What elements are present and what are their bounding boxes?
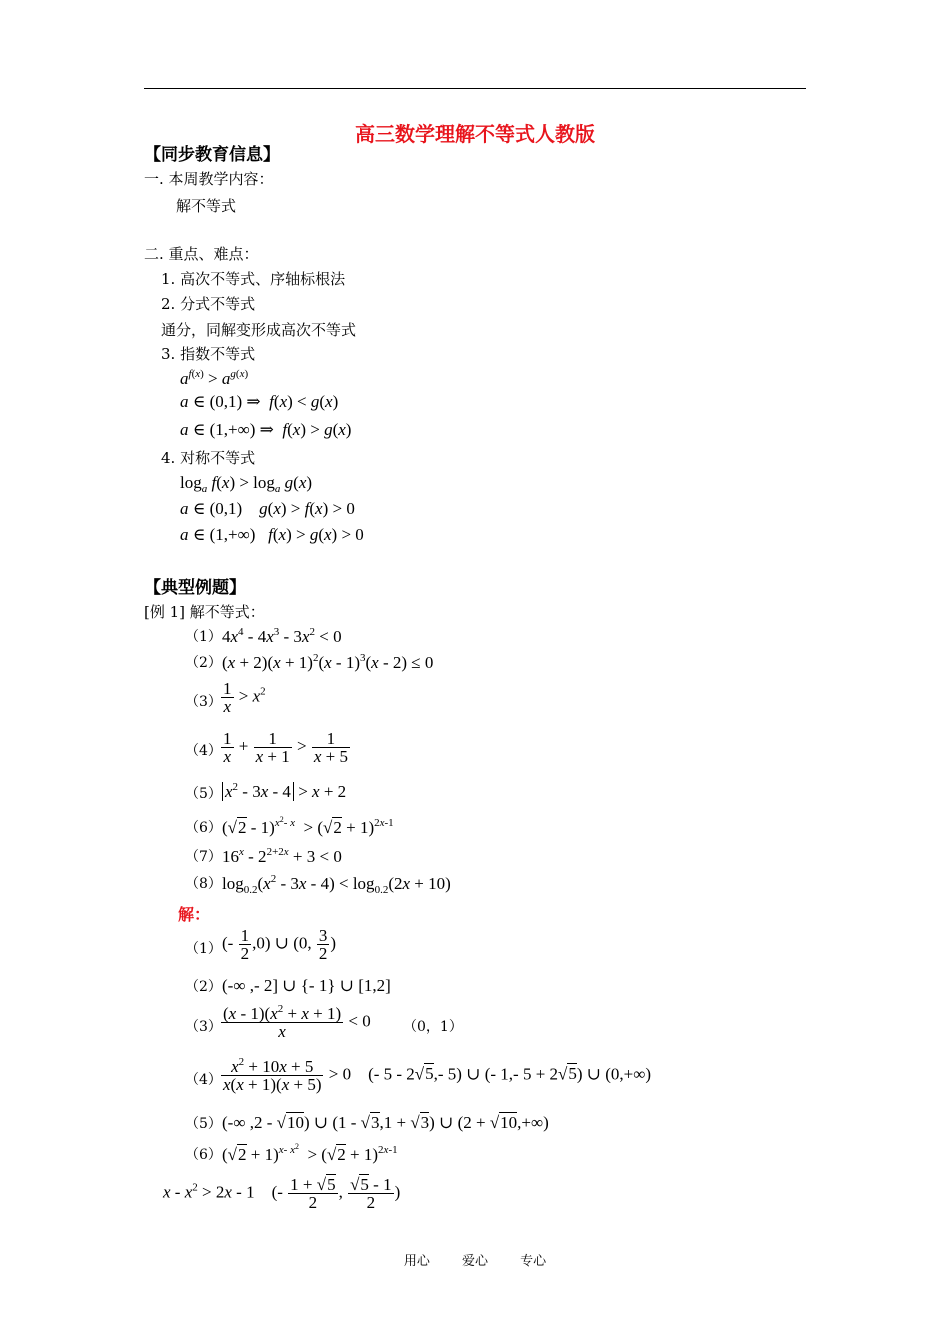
example-1-label: [例 1] 解不等式：	[144, 603, 265, 621]
keypoint-4: 4. 对称不等式	[161, 449, 256, 467]
problem-7-label: （7）	[185, 849, 222, 865]
page-title: 高三数学理解不等式人教版	[355, 122, 595, 146]
problem-7: $16^x - 2^{2+2x} + 3 < 0$	[222, 846, 342, 866]
answer-4-label: （4）	[185, 1072, 222, 1088]
problem-3-label: （3）	[185, 694, 222, 710]
answer-1-label: （1）	[185, 941, 222, 957]
answer-6-reduced: $x - x^2 > 2x - 1$ (- $\frac{1 + √5}{2}$ , $\frac{√5 - 1}{2}$ )	[163, 1175, 401, 1212]
content-label: 一. 本周教学内容：	[144, 170, 274, 188]
page-footer	[0, 1250, 950, 1269]
header-rule	[144, 88, 806, 89]
keypoint-1: 1. 高次不等式、序轴标根法	[161, 270, 346, 288]
answer-3: $\frac{(x - 1)(x^2 + x + 1)}{x}$ < 0	[223, 1003, 371, 1041]
answer-6: $(√2 + 1)^{x- x^2} > (√2 + 1)^{2x-1}$	[222, 1142, 398, 1164]
problem-5-label: （5）	[185, 786, 222, 802]
footer-text-3: 专心	[520, 1254, 547, 1269]
formula-exp-ineq: $a^{f(x)} > a^{g(x)}$	[180, 368, 249, 388]
problem-5: $x^2 - 3x - 4 > x + 2$	[222, 783, 346, 800]
keypoint-2-note: 通分，同解变形成高次不等式	[161, 321, 357, 339]
answer-2-label: （2）	[185, 979, 222, 995]
answer-2: (-∞ ,- 2] ∪ {- 1} ∪ [1,2]	[222, 976, 391, 995]
answer-3-interval: （0，1）	[403, 1019, 463, 1035]
keypoint-2: 2. 分式不等式	[161, 295, 256, 313]
solution-label: 解：	[178, 905, 211, 924]
problem-6-label: （6）	[185, 820, 222, 836]
answer-3-label: （3）	[185, 1019, 222, 1035]
footer-text-2: 爱心	[461, 1254, 488, 1269]
problem-8-label: （8）	[185, 876, 222, 892]
formula-exp-case1: a ∈ (0,1) ⇒ f(x) < g(x)	[180, 392, 339, 411]
answer-4: $\frac{x^2 + 10x + 5}{x(x + 1)(x + 5)}$ > 0 (- 5 - 2√5,- 5) ∪ (- 1,- 5 + 2√5) ∪ (0,+∞)	[223, 1056, 652, 1094]
answer-5: (-∞ ,2 - √10) ∪ (1 - √3,1 + √3) ∪ (2 + √10,+∞)	[222, 1113, 549, 1132]
answer-6-label: （6）	[185, 1147, 222, 1163]
problem-2: $(x + 2)(x + 1)^2(x - 1)^3(x - 2) \le 0$	[222, 652, 434, 672]
problem-3: $\frac{1}{x}$ > $x^2$	[223, 679, 266, 716]
problem-1-label: （1）	[185, 629, 222, 645]
answer-1: (- $\frac{1}{2}$ ,0) ∪ (0, $\frac{3}{2}$ )	[222, 926, 337, 963]
answer-5-label: （5）	[185, 1116, 222, 1132]
problem-8: $\log_{0.2}(x^2 - 3x - 4) < \log_{0.2}(2x + 10)$	[222, 873, 451, 896]
formula-exp-case2: a ∈ (1,+∞) ⇒ f(x) > g(x)	[180, 420, 352, 439]
problem-4-label: （4）	[185, 743, 222, 759]
section-heading-examples: 【典型例题】	[144, 578, 246, 598]
formula-log-ineq: $\log_a f(x) > \log_a g(x)$	[180, 473, 313, 495]
keypoints-label: 二. 重点、难点：	[144, 245, 259, 263]
formula-log-case2: a ∈ (1,+∞) f(x) > g(x) > 0	[180, 525, 364, 544]
keypoint-3: 3. 指数不等式	[161, 345, 256, 363]
problem-1: $4x^4 - 4x^3 - 3x^2 < 0$	[222, 626, 342, 646]
section-heading-sync-info: 【同步教育信息】	[144, 145, 280, 165]
problem-4: $\frac{1}{x}$ + $\frac{1}{x + 1}$ > $\frac{1}{x + 5}$	[223, 729, 348, 766]
problem-6: $(√2 - 1)^{x^2- x} > (√2 + 1)^{2x-1}$	[222, 815, 394, 837]
content-value: 解不等式	[176, 197, 237, 215]
problem-2-label: （2）	[185, 655, 222, 671]
footer-text-1: 用心	[403, 1254, 430, 1269]
formula-log-case1: a ∈ (0,1) g(x) > f(x) > 0	[180, 499, 355, 518]
